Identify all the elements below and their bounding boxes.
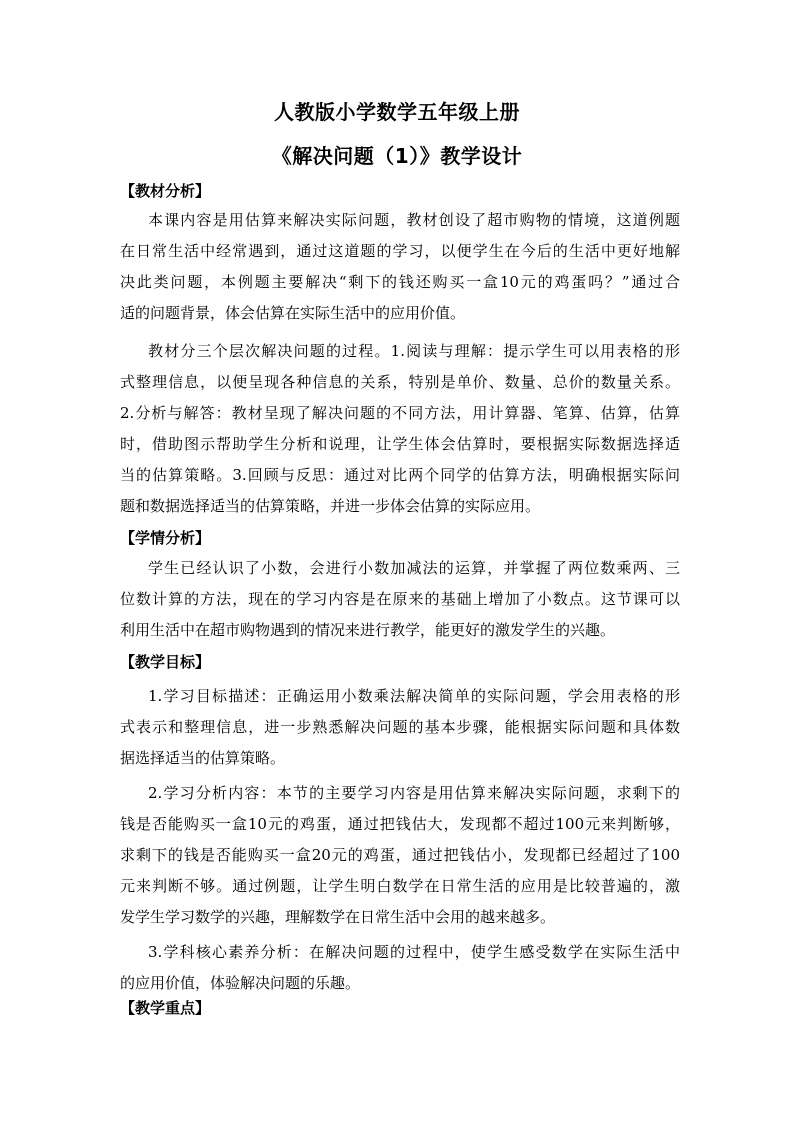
document-subtitle: 《解决问题（1）》教学设计 [271, 144, 523, 168]
paragraph-line: 式表示和整理信息，进一步熟悉解决问题的基本步骤，能根据实际问题和具体数 [120, 718, 680, 736]
paragraph-line: 决此类问题，本例题主要解决“剩下的钱还购买一盒10元的鸡蛋吗？”通过合 [120, 273, 680, 291]
paragraph-line: 在日常生活中经常遇到，通过这道题的学习，以便学生在今后的生活中更好地解 [120, 242, 680, 260]
section-heading-material-analysis: 【教材分析】 [120, 182, 211, 200]
paragraph-line: 发学生学习数学的兴趣，理解数学在日常生活中会用的越来越多。 [120, 908, 556, 926]
paragraph-line: 3.学科核心素养分析：在解决问题的过程中，使学生感受数学在实际生活中 [148, 943, 680, 961]
section-heading-teaching-goals: 【教学目标】 [120, 653, 211, 671]
paragraph-line: 求剩下的钱是否能购买一盒20元的鸡蛋，通过把钱估小，发现都已经超过了100 [120, 846, 680, 864]
document-title: 人教版小学数学五年级上册 [274, 100, 520, 124]
paragraph-line: 1.学习目标描述：正确运用小数乘法解决简单的实际问题，学会用表格的形 [148, 687, 680, 705]
paragraph-line: 元来判断不够。通过例题，让学生明白数学在日常生活的应用是比较普遍的，激 [120, 877, 680, 895]
paragraph-line: 题和数据选择适当的估算策略，并进一步体会估算的实际应用。 [120, 497, 541, 515]
paragraph-line: 适的问题背景，体会估算在实际生活中的应用价值。 [120, 304, 466, 322]
paragraph-line: 教材分三个层次解决问题的过程。1.阅读与理解：提示学生可以用表格的形 [148, 342, 680, 360]
paragraph-line: 学生已经认识了小数，会进行小数加减法的运算，并掌握了两位数乘两、三 [148, 559, 680, 577]
paragraph-line: 当的估算策略。3.回顾与反思：通过对比两个同学的估算方法，明确根据实际问 [120, 466, 680, 484]
paragraph-line: 的应用价值，体验解决问题的乐趣。 [120, 974, 361, 992]
paragraph-line: 2.学习分析内容：本节的主要学习内容是用估算来解决实际问题，求剩下的 [148, 784, 680, 802]
paragraph-line: 利用生活中在超市购物遇到的情况来进行教学，能更好的激发学生的兴趣。 [120, 621, 616, 639]
paragraph-line: 位数计算的方法，现在的学习内容是在原来的基础上增加了小数点。这节课可以 [120, 590, 680, 608]
paragraph-line: 式整理信息，以便呈现各种信息的关系，特别是单价、数量、总价的数量关系。 [120, 373, 680, 391]
section-heading-student-analysis: 【学情分析】 [120, 529, 211, 547]
section-heading-key-points: 【教学重点】 [120, 999, 211, 1017]
paragraph-line: 2.分析与解答：教材呈现了解决问题的不同方法，用计算器、笔算、估算，估算 [120, 404, 680, 422]
paragraph-line: 钱是否能购买一盒10元的鸡蛋，通过把钱估大，发现都不超过100元来判断够， [120, 815, 680, 833]
paragraph-line: 据选择适当的估算策略。 [120, 749, 286, 767]
paragraph-line: 时，借助图示帮助学生分析和说理，让学生体会估算时，要根据实际数据选择适 [120, 435, 680, 453]
paragraph-line: 本课内容是用估算来解决实际问题，教材创设了超市购物的情境，这道例题 [148, 211, 680, 229]
